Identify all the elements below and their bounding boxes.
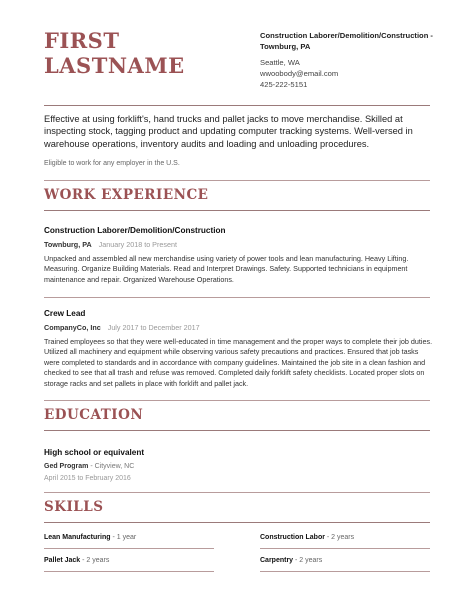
job-description: Unpacked and assembled all new merchandise using variety of power tools and lean manufacturing. Heavy Lifting. Measuring. Organize Building Materials. Read and Interpret Drawings. Safety. Supported technicians in equipment maintenance and repair. Organized Warehouse Operations. — [44, 254, 409, 284]
job-divider — [44, 297, 430, 298]
program-place: - Cityview, NC — [90, 463, 135, 470]
job-headline: Construction Laborer/Demolition/Construction - Townburg, PA — [260, 31, 433, 51]
education-degree: High school or equivalent — [44, 448, 145, 457]
job-meta — [44, 240, 177, 249]
education-section-end — [44, 492, 430, 493]
skill-name: Carpentry — [260, 557, 294, 564]
skills-heading-rule — [44, 522, 430, 523]
skill-level: - 2 years — [82, 557, 110, 564]
skill-item — [44, 557, 109, 564]
eligibility-text: Eligible to work for any employer in the U.S. — [44, 160, 180, 167]
skill-item — [44, 534, 136, 541]
skill-name: Pallet Jack — [44, 557, 81, 564]
program-name: Ged Program — [44, 463, 89, 470]
skill-name: Lean Manufacturing — [44, 534, 111, 541]
job-dates: January 2018 to Present — [98, 240, 177, 249]
job-title: Construction Laborer/Demolition/Construction — [44, 226, 226, 235]
header-divider — [44, 105, 430, 106]
candidate-name — [44, 28, 185, 78]
skill-level: - 2 years — [295, 557, 323, 564]
phone-text: 425-222-5151 — [260, 80, 308, 89]
skill-item — [260, 557, 322, 564]
contact-block — [260, 30, 450, 90]
job-meta — [44, 323, 200, 332]
education-heading-rule — [44, 430, 430, 431]
education-heading: EDUCATION — [44, 407, 144, 423]
work-heading-rule — [44, 210, 430, 211]
skill-rule — [44, 571, 214, 572]
job-description: Trained employees so that they were well-educated in time management and the proper ways to complete their job duties. Utilized all machinery and equipment while observing various safety precautions and practices. Ensured that job tasks were completed to standards and in accordance with company guidelines. Maintained the job site in a clean fashion and checked to see that all trash and refuse was removed. Completed daily forklift safety checklists. Located proper slots on storage racks and set pallets in place with forklift and pallet jack. — [44, 337, 433, 388]
education-program — [44, 463, 134, 470]
work-experience-heading: WORK EXPERIENCE — [44, 187, 209, 203]
skill-level: - 2 years — [326, 534, 355, 541]
summary-text: Effective at using forklift's, hand trucks and pallet jacks to move merchandise. Skilled at inspecting stock, tagging product and updating computer tracking systems. Well-versed in warehouse operations, inventory audits and loading and unloading procedures. — [44, 114, 413, 149]
summary-divider — [44, 180, 430, 181]
skill-rule — [260, 548, 430, 549]
skill-rule — [44, 548, 214, 549]
education-dates: April 2015 to February 2016 — [44, 475, 131, 482]
skills-heading: SKILLS — [44, 499, 104, 515]
job-title: Crew Lead — [44, 309, 86, 318]
last-name: LASTNAME — [44, 53, 185, 78]
first-name: FIRST — [44, 28, 120, 53]
job-location: CompanyCo, Inc — [44, 323, 101, 332]
work-section-end — [44, 400, 430, 401]
skill-rule — [260, 571, 430, 572]
location-text: Seattle, WA — [260, 58, 300, 67]
job-location: Townburg, PA — [44, 240, 92, 249]
job-dates: July 2017 to December 2017 — [107, 323, 200, 332]
skill-level: - 1 year — [112, 534, 137, 541]
skill-item — [260, 534, 354, 541]
email-text: wwoobody@email.com — [260, 69, 339, 78]
skill-name: Construction Labor — [260, 534, 325, 541]
